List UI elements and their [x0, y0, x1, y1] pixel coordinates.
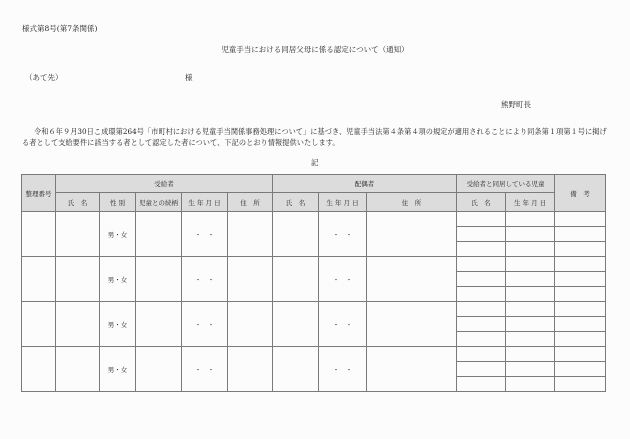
sender-name: 熊野町長: [501, 100, 531, 109]
cell-child-name[interactable]: [457, 257, 506, 272]
cell-spouse-address[interactable]: [367, 257, 457, 302]
subheader-jukyusha-sex: 性 別: [100, 193, 136, 212]
cell-spouse-name[interactable]: [273, 257, 319, 302]
cell-seiri-bango[interactable]: [22, 257, 56, 302]
subheader-jukyusha-address: 住 所: [228, 193, 273, 212]
cell-note[interactable]: [555, 332, 606, 347]
cell-child-name[interactable]: [457, 317, 506, 332]
subheader-jukyusha-relation: 児童との続柄: [136, 193, 182, 212]
cell-birth[interactable]: ・ ・: [182, 257, 228, 302]
cell-relation[interactable]: [136, 257, 182, 302]
form-number: 様式第8号(第7条関係): [22, 24, 98, 33]
cell-address[interactable]: [228, 347, 273, 392]
cell-child-birth[interactable]: [506, 287, 555, 302]
cell-relation[interactable]: [136, 302, 182, 347]
subheader-haigusha-name: 氏 名: [273, 193, 319, 212]
table-row: [22, 302, 606, 317]
cell-spouse-address[interactable]: [367, 302, 457, 347]
cell-spouse-address[interactable]: [367, 347, 457, 392]
cell-child-birth[interactable]: [506, 347, 555, 362]
cell-child-birth[interactable]: [506, 362, 555, 377]
cell-birth[interactable]: ・ ・: [182, 347, 228, 392]
document-title: 児童手当における同居父母に係る認定について（通知）: [221, 45, 409, 54]
cell-spouse-name[interactable]: [273, 347, 319, 392]
cell-note[interactable]: [555, 362, 606, 377]
cell-note[interactable]: [555, 302, 606, 317]
cell-spouse-birth[interactable]: ・ ・: [319, 212, 367, 257]
header-seiri-bango: 整理番号: [22, 175, 56, 212]
recipient-label: （あて先）: [25, 73, 63, 82]
cell-child-birth[interactable]: [506, 227, 555, 242]
cell-note[interactable]: [555, 227, 606, 242]
subheader-jukyusha-name: 氏 名: [56, 193, 100, 212]
cell-child-birth[interactable]: [506, 332, 555, 347]
cell-child-name[interactable]: [457, 362, 506, 377]
cell-child-name[interactable]: [457, 242, 506, 257]
cell-child-birth[interactable]: [506, 272, 555, 287]
cell-name[interactable]: [56, 212, 100, 257]
table-row: [22, 257, 606, 272]
cell-note[interactable]: [555, 287, 606, 302]
cell-seiri-bango[interactable]: [22, 347, 56, 392]
cell-child-birth[interactable]: [506, 257, 555, 272]
cell-child-name[interactable]: [457, 332, 506, 347]
cell-address[interactable]: [228, 212, 273, 257]
notification-table: [21, 174, 606, 392]
cell-child-birth[interactable]: [506, 212, 555, 227]
cell-sex[interactable]: 男・女: [100, 257, 136, 302]
cell-sex[interactable]: 男・女: [100, 347, 136, 392]
cell-note[interactable]: [555, 377, 606, 392]
cell-name[interactable]: [56, 302, 100, 347]
subheader-haigusha-address: 住 所: [367, 193, 457, 212]
cell-spouse-birth[interactable]: ・ ・: [319, 302, 367, 347]
cell-note[interactable]: [555, 212, 606, 227]
cell-child-name[interactable]: [457, 287, 506, 302]
subheader-jido-birth: 生 年 月 日: [506, 193, 555, 212]
cell-child-name[interactable]: [457, 212, 506, 227]
cell-child-birth[interactable]: [506, 302, 555, 317]
cell-spouse-birth[interactable]: ・ ・: [319, 257, 367, 302]
cell-spouse-name[interactable]: [273, 302, 319, 347]
cell-child-name[interactable]: [457, 347, 506, 362]
cell-birth[interactable]: ・ ・: [182, 302, 228, 347]
cell-child-birth[interactable]: [506, 317, 555, 332]
subheader-jido-name: 氏 名: [457, 193, 506, 212]
cell-child-birth[interactable]: [506, 242, 555, 257]
cell-name[interactable]: [56, 347, 100, 392]
cell-address[interactable]: [228, 257, 273, 302]
cell-birth[interactable]: ・ ・: [182, 212, 228, 257]
cell-relation[interactable]: [136, 212, 182, 257]
cell-spouse-name[interactable]: [273, 212, 319, 257]
cell-name[interactable]: [56, 257, 100, 302]
cell-seiri-bango[interactable]: [22, 302, 56, 347]
cell-relation[interactable]: [136, 347, 182, 392]
cell-address[interactable]: [228, 302, 273, 347]
ki-label: 記: [311, 158, 319, 167]
recipient-honorific: 様: [185, 73, 193, 82]
header-haigusha: 配偶者: [273, 175, 457, 193]
cell-spouse-birth[interactable]: ・ ・: [319, 347, 367, 392]
cell-child-name[interactable]: [457, 227, 506, 242]
cell-child-birth[interactable]: [506, 377, 555, 392]
cell-spouse-address[interactable]: [367, 212, 457, 257]
cell-child-name[interactable]: [457, 302, 506, 317]
cell-note[interactable]: [555, 257, 606, 272]
cell-sex[interactable]: 男・女: [100, 302, 136, 347]
cell-child-name[interactable]: [457, 377, 506, 392]
table-row: [22, 212, 606, 227]
cell-note[interactable]: [555, 347, 606, 362]
subheader-haigusha-birth: 生 年 月 日: [319, 193, 367, 212]
header-biko: 備 考: [555, 175, 606, 212]
cell-note[interactable]: [555, 317, 606, 332]
cell-note[interactable]: [555, 272, 606, 287]
table-row: [22, 347, 606, 362]
cell-sex[interactable]: 男・女: [100, 212, 136, 257]
subheader-jukyusha-birth: 生 年 月 日: [182, 193, 228, 212]
header-jukyusha: 受給者: [56, 175, 273, 193]
cell-seiri-bango[interactable]: [22, 212, 56, 257]
cell-child-name[interactable]: [457, 272, 506, 287]
cell-note[interactable]: [555, 242, 606, 257]
body-paragraph: 令和６年９月30日こ成環第264号「市町村における児童手当関係事務処理について」に基づき、児童手当法第４条第４項の規定が適用されることにより同条第１項第１号に掲げる者として支給要件に該当する者として認定した者について、下記のとおり情報提供いたします。: [22, 127, 607, 147]
header-dokyo-jido: 受給者と同居している児童: [457, 175, 555, 193]
